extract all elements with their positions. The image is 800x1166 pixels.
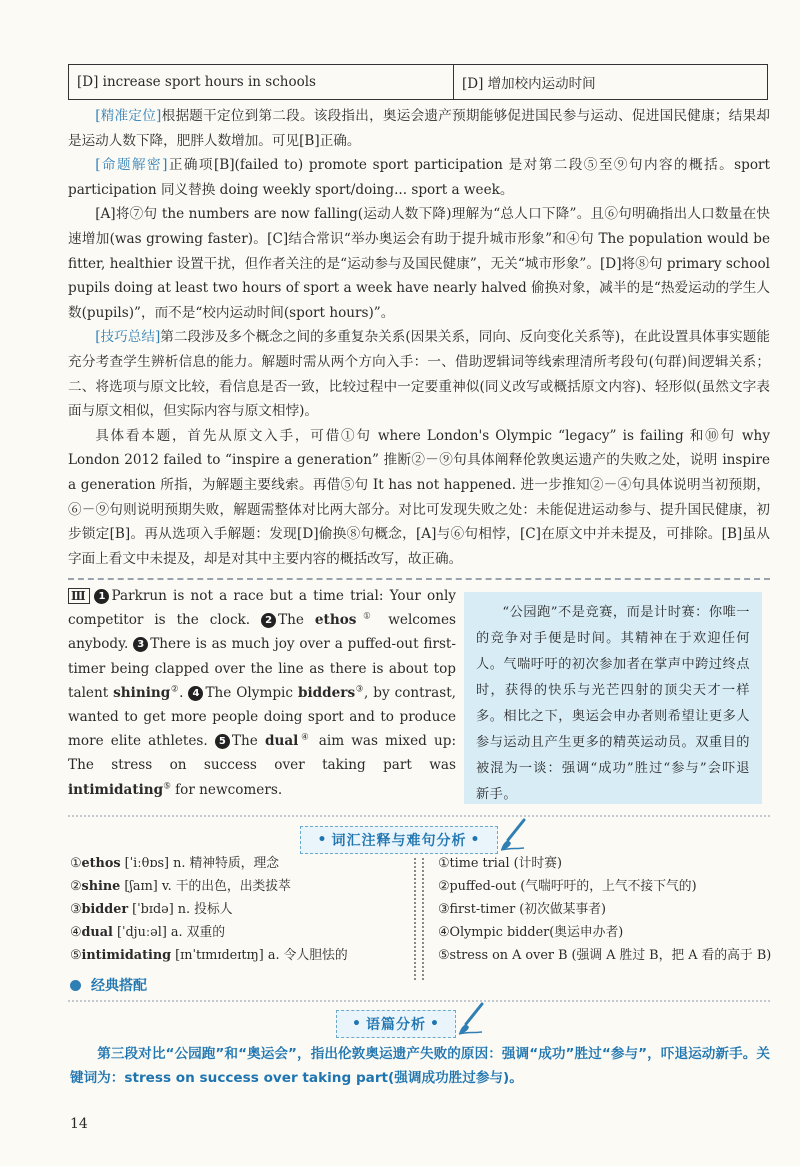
brush-icon [498, 818, 528, 852]
footnote-mark: ⑤ [163, 781, 171, 792]
vocab-intimidating: intimidating [68, 781, 164, 798]
translation-box: “公园跑”不是竞赛，而是计时赛：你唯一的竞争对手便是时间。其精神在于欢迎任何人。气喘吁吁的初次参加者在掌声中跨过终点时，获得的快乐与光芒四射的顶尖天才一样多。相比之下，奥运会申办者则希望让更多人参与运动且产生更多的精英运动员。双重目的被混为一谈：强调“成功”胜过“参与”会吓退新手。 [464, 592, 762, 804]
decode-text: 正确项[B](failed to) promote sport participation 是对第二段⑤至⑨句内容的概括。sport participation 同义替换 doing weekly sport/doing... sport a week。 [68, 157, 770, 198]
footnote-mark: ③ [355, 684, 364, 695]
dotted-divider [68, 1000, 770, 1002]
discourse-analysis-text: 第三段对比“公园跑”和“奥运会”，指出伦敦奥运遗产失败的原因：强调“成功”胜过“参与”，吓退运动新手。关键词为：stress on success over taking part(强调成功胜过参与)。 [70, 1046, 770, 1086]
option-d-chinese: [D] 增加校内运动时间 [462, 76, 596, 92]
vocab-item [70, 944, 348, 967]
decode-tag: [命题解密] [95, 157, 168, 174]
brush-icon [456, 1002, 486, 1036]
vocab-number: ③ [70, 902, 82, 917]
divider [68, 578, 770, 580]
distractor-paragraph: [A]将⑦句 the numbers are now falling(运动人数下降)理解为“总人口下降”。且⑥句明确指出人口数量在快速增加(was growing faster)。[C]结合常识“举办奥运会有助于提升城市形象”和④句 The population would be fitter, healthier 设置干扰，但作者关注的是“运动参与及国民健康”，无关“城市形象”。[D]将⑧句 primary school pupils doing at least two hours of sport a week have nearly halved 偷换对象，减半的是“热爱运动的学生人数(pupils)”，而不是“校内运动时间(sport hours)”。 [68, 206, 770, 321]
sentence-number: 1 [94, 589, 109, 604]
bullet-icon [70, 980, 81, 991]
phrase-item: ②puffed-out (气喘吁吁的，上气不接下气的) [438, 879, 697, 894]
vocab-number: ① [70, 856, 82, 871]
footnote-mark: ① [356, 611, 378, 622]
vocab-item [70, 898, 348, 921]
vocab-number: ② [70, 879, 82, 894]
precise-location-tag: [精准定位] [95, 108, 162, 124]
skill-summary-tag: [技巧总结] [95, 329, 161, 346]
phrase-item: ④Olympic bidder(奥运申办者) [438, 925, 624, 940]
paragraph-numeral: Ⅲ [68, 588, 90, 604]
discourse-section-header: • 语篇分析 • [336, 1010, 456, 1038]
vocab-item [70, 875, 348, 898]
vocab-word: ethos [81, 856, 121, 871]
classic-collocation-label [70, 975, 147, 995]
vocab-word: dual [81, 925, 113, 940]
detailed-paragraph: 具体看本题，首先从原文入手，可借①句 where London's Olympic “legacy” is failing 和⑩句 why London 2012 failed to “inspire a generation” 推断②－⑨句具体阐释伦敦奥运遗产的失败之处，说明 inspire a generation 所指，为解题主要线索。再借⑤句 It has not happened. 进一步推知②－④句具体说明当初预期，⑥－⑨句则说明预期失败，解题需整体对比两大部分。对比可发现失败之处：未能促进运动参与、提升国民健康，初步锁定[B]。再从选项入手解题：发现[D]偷换⑧句概念，[A]与⑥句相悖，[C]在原文中并未提及，可排除。[B]虽从字面上看文中未提及，却是对其中主要内容的概括改写，故正确。 [68, 427, 770, 567]
vocab-number: ⑤ [70, 948, 82, 963]
sentence-2-part: The [278, 612, 304, 629]
phrase-item: ⑤stress on A over B (强调 A 胜过 B，把 A 看的高于 B) [438, 948, 772, 963]
vocab-word: intimidating [81, 948, 172, 963]
vocab-number: ④ [70, 925, 82, 940]
sentence-1: Parkrun is not a race but a time trial: Your only competitor is the clock. [68, 588, 456, 629]
vocab-definition: [ˈdjuːəl] a. 双重的 [112, 925, 226, 940]
precise-location-paragraph [68, 104, 770, 153]
vocab-definition: [ʃaɪn] v. 干的出色，出类拔萃 [120, 879, 291, 894]
footnote-mark: ② [170, 684, 180, 695]
sentence-number: 4 [188, 686, 203, 701]
sentence-3-part: There is as much joy over a puffed-out first-timer being clapped over the line as there is about top talent [68, 636, 456, 701]
vocab-item [70, 852, 348, 875]
passage-paragraph-3: Ⅲ 1 Parkrun is not a race but a time trial: Your only competitor is the clock. 2 The ethos① welcomes anybody. 3 There is as much joy over a puffed-out first-timer being clapped over the line as there is about top talent shining②. 4 The Olympic bidders③, by contrast, wanted to get more people doing sport and to produce more elite athletes. 5 The dual④ aim was mixed up: The stress on success over taking part was intimidating⑤ for newcomers. [68, 588, 457, 798]
skill-summary-paragraph [68, 325, 770, 423]
vocab-ethos: ethos [314, 612, 357, 629]
page-number: 14 [70, 1116, 88, 1132]
sentence-4-part: , by contrast, wanted to get more people doing sport and to produce more elite athletes. [68, 684, 456, 750]
decode-paragraph [68, 153, 770, 202]
classic-collocation-text: 经典搭配 [91, 978, 147, 994]
sentence-number: 5 [215, 734, 230, 749]
option-table [68, 64, 768, 100]
answer-analysis [68, 104, 770, 571]
sentence-5-part: The [231, 733, 258, 750]
discourse-section-title: 语篇分析 [366, 1017, 426, 1033]
vocab-definition: [ɪnˈtɪmɪdeɪtɪŋ] a. 令人胆怯的 [171, 948, 348, 963]
sentence-4-part: The Olympic [205, 684, 293, 701]
sentence-5-part: for newcomers. [175, 781, 283, 798]
vocab-definition: [ˈiːθɒs] n. 精神特质，理念 [120, 856, 280, 871]
sentence-2-part: welcomes anybody. [68, 612, 457, 653]
vocab-word: shine [81, 879, 121, 894]
sentence-5-part: aim was mixed up: The stress on success over taking part was [68, 733, 457, 774]
vocab-list [70, 852, 348, 967]
sentence-number: 2 [261, 613, 276, 628]
vocab-word: bidder [81, 902, 129, 917]
vocab-item [70, 921, 348, 944]
vocab-bidders: bidders [297, 684, 356, 701]
precise-location-text: 根据题干定位到第二段。该段指出，奥运会遗产预期能够促进国民参与运动、促进国民健康；结果却是运动人数下降，肥胖人数增加。可见[B]正确。 [68, 108, 771, 149]
phrase-item: ③first-timer (初次做某事者) [438, 902, 607, 917]
vocab-section-title: 词汇注释与难句分析 [331, 833, 467, 849]
phrase-list [438, 852, 771, 967]
vocab-dual: dual [264, 733, 299, 750]
sentence-number: 3 [133, 637, 148, 652]
phrase-item: ①time trial (计时赛) [438, 856, 563, 871]
vocab-shining: shining [113, 684, 171, 701]
vocab-section-header: • 词汇注释与难句分析 • [300, 826, 498, 854]
vocab-definition: [ˈbɪdə] n. 投标人 [128, 902, 233, 917]
chain-divider [414, 858, 424, 980]
skill-summary-text: 第二段涉及多个概念之间的多重复杂关系(因果关系，同向、反向变化关系等)，在此设置具体事实题能充分考查学生辨析信息的能力。解题时需从两个方向入手：一、借助逻辑词等线索理清所考段句(句群)间逻辑关系；二、将选项与原文比较，看信息是否一致，比较过程中一定要重神似(同义改写或概括原文内容)、轻形似(虽然文字表面与原文相似，但实际内容与原文相悖)。 [68, 329, 770, 420]
footnote-mark: ④ [298, 732, 312, 743]
dotted-divider [68, 815, 770, 817]
option-d-english: [D] increase sport hours in schools [69, 65, 454, 99]
